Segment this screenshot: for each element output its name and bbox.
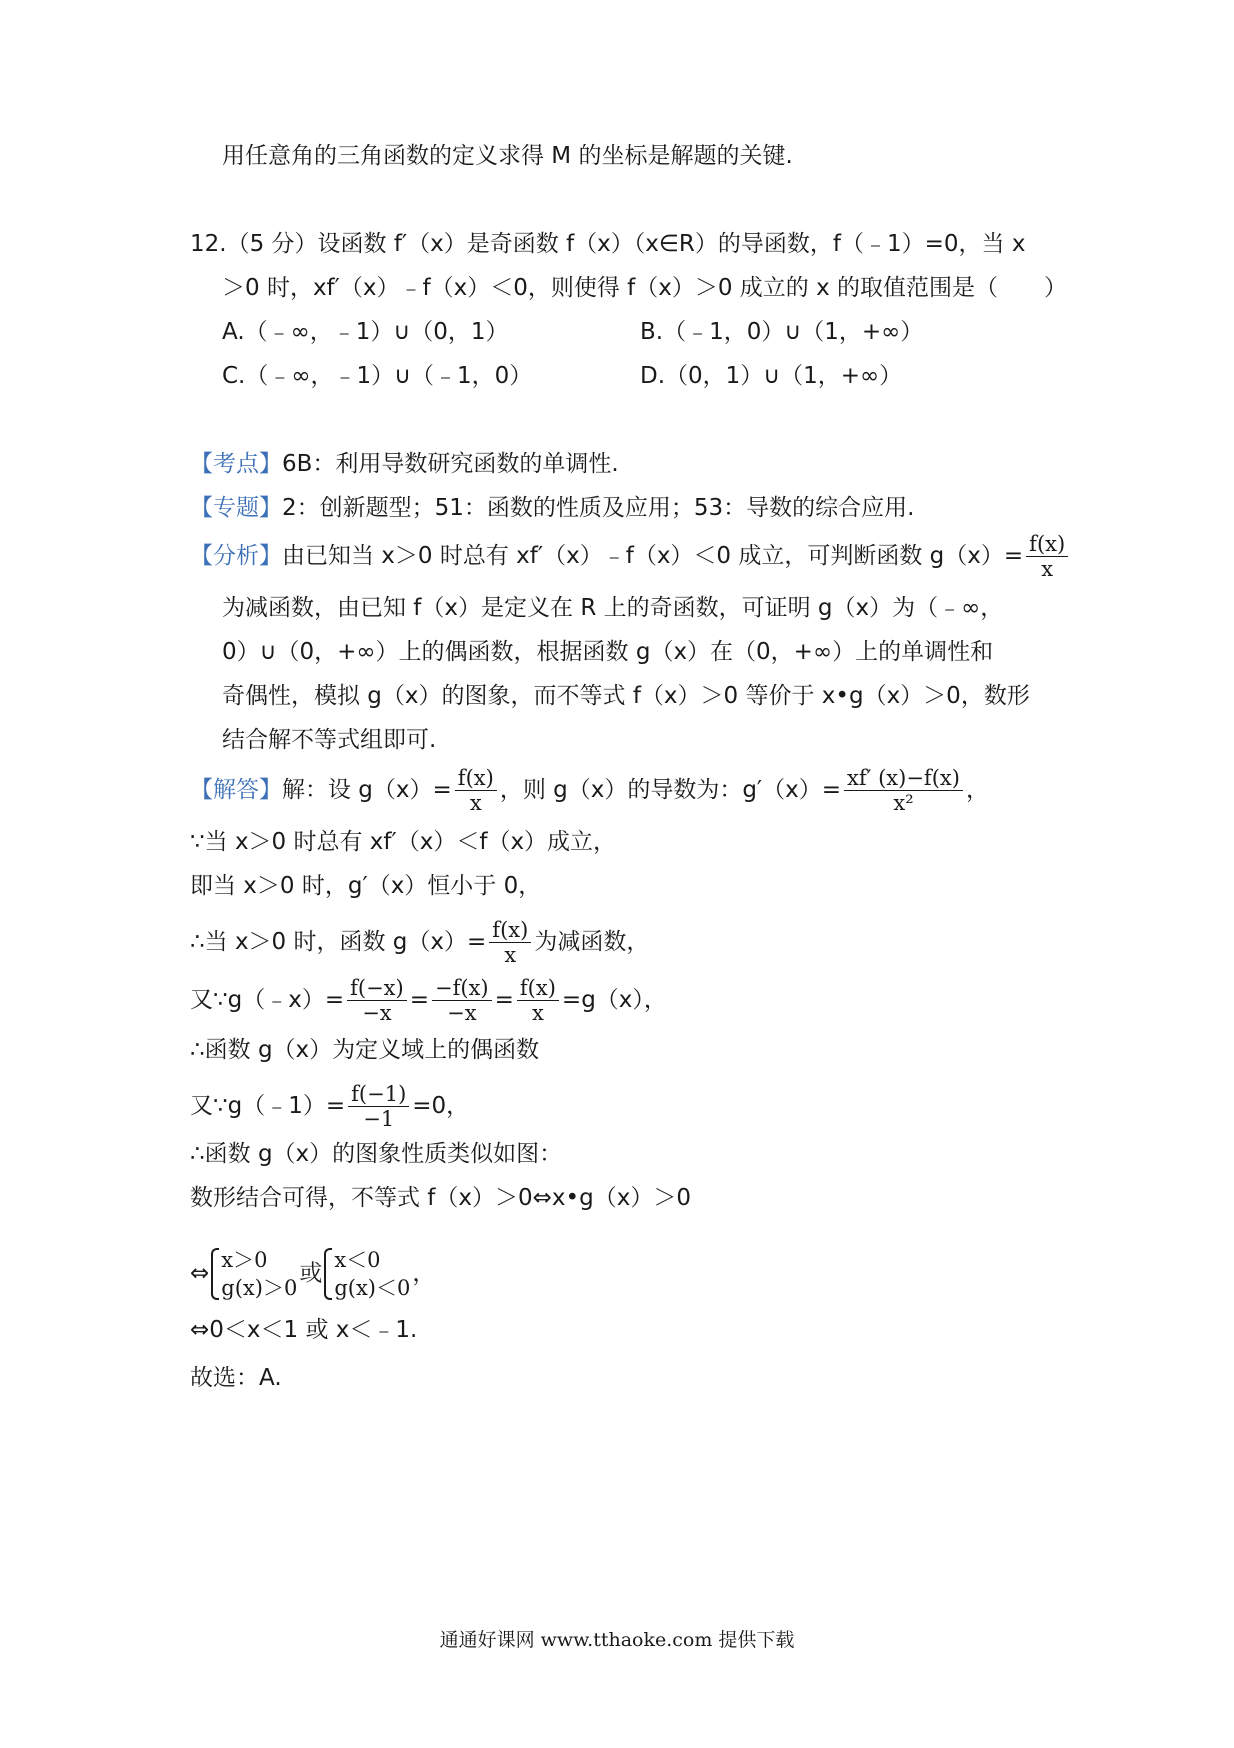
step-6 xyxy=(190,1082,469,1131)
step-11: 故选：A. xyxy=(190,1365,282,1391)
fraction-step-6 xyxy=(348,1082,409,1131)
system-1-bottom: g(x)＞0 xyxy=(221,1276,298,1300)
equals-sign: = xyxy=(494,987,514,1013)
step-3-text-b: 为减函数， xyxy=(534,929,650,955)
fenxi-line-1 xyxy=(190,532,1071,581)
system-2-top: x＜0 xyxy=(334,1248,381,1272)
fenxi-line-3: 0）∪（0，+∞）上的偶函数，根据函数 g（x）在（0，+∞）上的单调性和 xyxy=(222,639,994,665)
option-b: B.（﹣1，0）∪（1，+∞） xyxy=(640,319,924,345)
zhuanti-text: 2：创新题型；51：函数的性质及应用；53：导数的综合应用. xyxy=(282,495,915,521)
jieda-line xyxy=(190,766,989,815)
fraction-g-prime xyxy=(844,766,963,815)
zhuanti-line xyxy=(190,492,914,524)
kaodian-text: 6B：利用导数研究函数的单调性. xyxy=(282,451,619,477)
step-3-text-a: ∴当 x＞0 时，函数 g（x）= xyxy=(190,929,487,955)
system-1-top: x＞0 xyxy=(221,1248,268,1272)
page-footer: 通通好课网 www.tthaoke.com 提供下载 xyxy=(439,1629,795,1651)
inequality-system-1 xyxy=(211,1246,297,1302)
frac-den: −x xyxy=(447,1001,477,1025)
option-d: D.（0，1）∪（1，+∞） xyxy=(640,363,903,389)
step-9-comma: ， xyxy=(412,1260,436,1287)
fraction-step-3 xyxy=(489,918,531,967)
frac-den: x xyxy=(1041,557,1054,581)
option-a: A.（﹣∞，﹣1）∪（0，1） xyxy=(222,319,509,345)
zhuanti-tag: 【专题】 xyxy=(190,495,282,521)
frac-num: f(x) xyxy=(489,918,531,943)
or-word: 或 xyxy=(299,1260,323,1287)
step-1: ∵当 x＞0 时总有 xf′（x）＜f（x）成立， xyxy=(190,829,617,855)
step-4-text-b: =g（x）， xyxy=(561,987,667,1013)
step-6-text-a: 又∵g（﹣1）= xyxy=(190,1093,346,1119)
step-4 xyxy=(190,976,667,1025)
fenxi-line-5: 结合解不等式组即可. xyxy=(222,727,437,753)
question-line-1: 12.（5 分）设函数 f′（x）是奇函数 f（x）（x∈R）的导函数，f（﹣1）=0，当 x xyxy=(190,231,1026,257)
step-2: 即当 x＞0 时，g′（x）恒小于 0， xyxy=(190,873,542,899)
fraction-step-4-1 xyxy=(347,976,407,1025)
step-3 xyxy=(190,918,649,967)
frac-num: f(x) xyxy=(1026,532,1068,557)
frac-den: x xyxy=(504,943,517,967)
step-8: 数形结合可得，不等式 f（x）＞0⇔x•g（x）＞0 xyxy=(190,1185,691,1211)
step-5: ∴函数 g（x）为定义域上的偶函数 xyxy=(190,1037,540,1063)
fraction-g xyxy=(455,766,497,815)
frac-den: −1 xyxy=(363,1107,395,1131)
fraction-step-4-2 xyxy=(432,976,492,1025)
frac-den: x² xyxy=(893,791,914,815)
kaodian-tag: 【考点】 xyxy=(190,451,282,477)
frac-den: x xyxy=(469,791,482,815)
jieda-text-c: ， xyxy=(965,777,989,803)
fraction-step-4-3 xyxy=(517,976,559,1025)
fenxi-line-4: 奇偶性，模拟 g（x）的图象，而不等式 f（x）＞0 等价于 x•g（x）＞0，数形 xyxy=(222,683,1030,709)
step-4-text-a: 又∵g（﹣x）= xyxy=(190,987,345,1013)
equiv-sign: ⇔ xyxy=(190,1260,210,1287)
fenxi-line-2: 为减函数，由已知 f（x）是定义在 R 上的奇函数，可证明 g（x）为（﹣∞， xyxy=(222,595,1004,621)
inequality-system-2 xyxy=(324,1246,410,1302)
frac-num: f(−1) xyxy=(348,1082,409,1107)
kaodian-line xyxy=(190,448,619,480)
frac-num: f(x) xyxy=(517,976,559,1001)
fraction-fx-over-x xyxy=(1026,532,1068,581)
jieda-text-b: ，则 g（x）的导数为：g′（x）= xyxy=(499,777,842,803)
step-7: ∴函数 g（x）的图象性质类似如图： xyxy=(190,1141,563,1167)
fenxi-text-1: 由已知当 x＞0 时总有 xf′（x）﹣f（x）＜0 成立，可判断函数 g（x）= xyxy=(282,543,1024,569)
step-10: ⇔0＜x＜1 或 x＜﹣1. xyxy=(190,1317,418,1343)
frac-den: x xyxy=(531,1001,544,1025)
frac-den: −x xyxy=(362,1001,392,1025)
step-6-text-b: =0， xyxy=(412,1093,470,1119)
frac-num: xf′ (x)−f(x) xyxy=(844,766,963,791)
question-line-2: ＞0 时，xf′（x）﹣f（x）＜0，则使得 f（x）＞0 成立的 x 的取值范围是（ ） xyxy=(222,275,1068,301)
intro-line: 用任意角的三角函数的定义求得 M 的坐标是解题的关键. xyxy=(222,143,793,169)
jieda-text-a: 解：设 g（x）= xyxy=(282,777,452,803)
equals-sign: = xyxy=(409,987,430,1013)
fenxi-tag: 【分析】 xyxy=(190,543,282,569)
step-9 xyxy=(190,1246,435,1302)
system-2-bottom: g(x)＜0 xyxy=(334,1276,411,1300)
frac-num: −f(x) xyxy=(432,976,492,1001)
jieda-tag: 【解答】 xyxy=(190,777,282,803)
option-c: C.（﹣∞，﹣1）∪（﹣1，0） xyxy=(222,363,533,389)
frac-num: f(x) xyxy=(455,766,497,791)
frac-num: f(−x) xyxy=(347,976,407,1001)
